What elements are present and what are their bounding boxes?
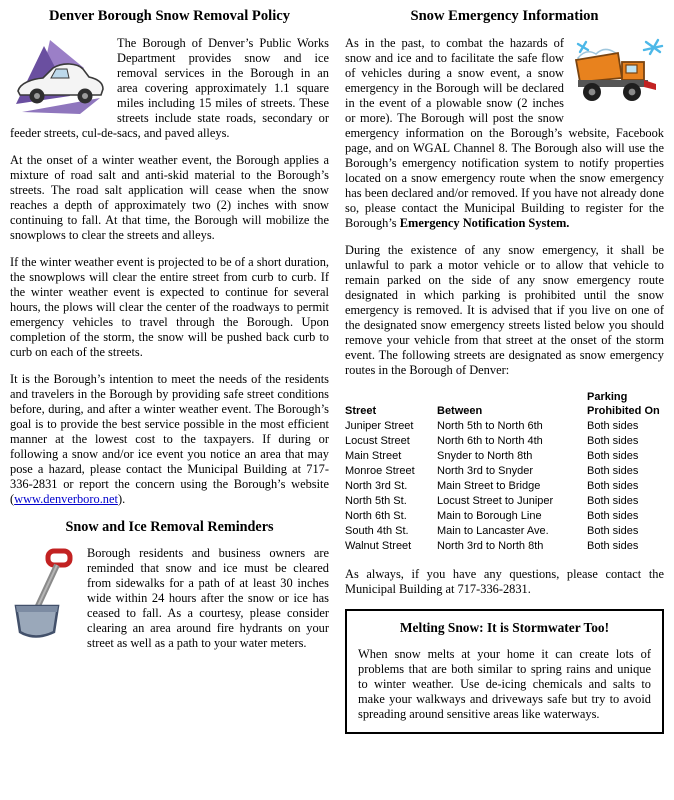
reminders-title: Snow and Ice Removal Reminders	[65, 518, 274, 535]
table-cell: Locust Street to Juniper	[437, 495, 554, 508]
table-cell: Both sides	[587, 540, 639, 553]
paragraph-text: It is the Borough’s intention to meet the needs of the residents and travelers in the Borough by providing safe street conditions before, during, and after a winter weather event. The Borough’s goal is to provide the best service possible in the most efficient manner at the lowest cost to the taxpayers. If during or following a snow and/or ice event you notice an area that may pose a hazard, please contact the Municipal Building at 717-336-2831 or report the concern using the Borough’s website (	[10, 371, 329, 506]
table-cell: North 3rd to Snyder	[437, 465, 533, 478]
emergency-notification-system-bold: Emergency Notification System.	[399, 215, 570, 230]
left-column-title: Denver Borough Snow Removal Policy	[48, 8, 291, 24]
table-cell: Main to Borough Line	[437, 510, 542, 523]
table-cell: Both sides	[587, 480, 639, 493]
header-between: Between	[437, 404, 483, 417]
table-cell: North 3rd to North 8th	[437, 540, 544, 553]
table-row	[345, 419, 664, 434]
table-cell: Walnut Street	[345, 540, 412, 553]
paragraph-text: Borough residents and business owners are reminded that snow and ice must be cleared from sidewalks for a path of at least 30 inches wide within 24 hours after the snow or ice has ceased to fall. As a courtesy, please consider clearing an area around fire hydrants on your street as well as a path to your water meters.	[87, 545, 329, 650]
plowing-procedure-paragraph: If the winter weather event is projected to be of a short duration, the snowplows will clear the entire street from curb to curb. If the winter weather event is expected to continue for several hours, the plows will clear the center of the roadways to permit emergency vehicles to travel through the Borough. Upon completion of the storm, the snow will be pushed back curb to curb on each of the streets.	[10, 254, 329, 359]
table-row	[345, 524, 664, 539]
snow-emergency-routes-table	[345, 390, 664, 555]
policy-intro-paragraph	[10, 36, 329, 141]
table-row	[345, 449, 664, 464]
paragraph-text: ).	[117, 491, 126, 506]
paragraph-text: As in the past, to combat the hazards of snow and ice and to facilitate the safe flow of vehicles during a snow event, a snow emergency in the Borough will be declared in the event of a plowable snow (2 inches or more). The Borough will post the snow emergency information on the Borough’s website, Facebook page, and on WGAL Channel 8. The Borough also will use the Borough’s emergency notification system to notify properties located on a snow emergency route when the snow emergency has been declared and/or removed. If you have not already done so, please contact the Municipal Building to register for the Borough’s	[345, 35, 664, 230]
car-clipart-icon	[10, 38, 108, 120]
table-cell: Juniper Street	[345, 419, 414, 432]
table-row	[345, 434, 664, 449]
questions-contact-paragraph: As always, if you have any questions, please contact the Municipal Building at 717-336-2831.	[345, 566, 664, 596]
table-cell: Both sides	[587, 419, 639, 432]
paragraph-text: The Borough of Denver’s Public Works Department provides snow and ice removal services in the Borough in an area covering approximately 1.1 square miles including 15 miles of streets. These streets include state roads, secondary or feeder streets, cul-de-sacs, and paved alleys.	[10, 35, 329, 140]
table-cell: Main Street	[345, 449, 402, 462]
table-cell: North 6th to North 4th	[437, 434, 543, 447]
table-cell: Both sides	[587, 510, 639, 523]
snow-emergency-paragraph	[345, 36, 664, 231]
callout-box-title: Melting Snow: It is Stormwater Too!	[399, 619, 610, 635]
table-cell: North 6th St.	[345, 510, 407, 523]
table-row	[345, 539, 664, 554]
table-cell: Both sides	[587, 495, 639, 508]
table-cell: Both sides	[587, 465, 639, 478]
denverboro-website-link[interactable]: www.denverboro.net	[14, 491, 118, 506]
table-header-row	[345, 390, 664, 419]
table-cell: Both sides	[587, 434, 639, 447]
right-column	[345, 8, 664, 734]
table-row	[345, 479, 664, 494]
left-column	[10, 8, 329, 734]
policy-contact-paragraph	[10, 372, 329, 507]
callout-box-text: When snow melts at your home it can create lots of problems that are both similar to spring rains and unique to winter weather. Use de-icing chemicals and salts to make your walkways and driveways safe but try to avoid spreading around sensitive areas like waterways.	[358, 646, 651, 721]
table-cell: Snyder to North 8th	[437, 449, 533, 462]
stormwater-callout-box	[345, 609, 664, 734]
parking-prohibition-paragraph: During the existence of any snow emergency, it shall be unlawful to park a motor vehicle or to allow that vehicle to remain parked on the side of any snow emergency route designated in which parking is prohibited until the snow emergency is removed. It is advised that if you live on one of the designated snow emergency streets listed below you should remove your vehicle from that street at the onset of the storm event. The following streets are designated as snow emergency routes in the Borough of Denver:	[345, 242, 664, 377]
header-parking-prohibited: Parking Prohibited On	[587, 390, 660, 417]
snowplow-truck-clipart-icon	[572, 38, 664, 112]
table-row	[345, 494, 664, 509]
table-cell: North 3rd St.	[345, 480, 408, 493]
road-salt-paragraph: At the onset of a winter weather event, the Borough applies a mixture of road salt and anti-skid material to the Borough’s streets. The road salt application will cease when the snow reaches a depth of approximately two (2) inches with snow continuing to fall. At that time, the Borough will mobilize the snowplows to clear the streets and alleys.	[10, 152, 329, 242]
right-column-title: Snow Emergency Information	[410, 8, 599, 24]
table-cell: Monroe Street	[345, 465, 415, 478]
reminders-paragraph	[10, 546, 329, 651]
table-cell: Main to Lancaster Ave.	[437, 525, 549, 538]
table-cell: South 4th St.	[345, 525, 409, 538]
header-street: Street	[345, 404, 377, 417]
table-cell: Both sides	[587, 525, 639, 538]
table-cell: North 5th to North 6th	[437, 419, 543, 432]
table-cell: North 5th St.	[345, 495, 407, 508]
table-row	[345, 509, 664, 524]
table-cell: Both sides	[587, 449, 639, 462]
snow-shovel-clipart-icon	[10, 548, 78, 646]
table-cell: Main Street to Bridge	[437, 480, 541, 493]
table-cell: Locust Street	[345, 434, 410, 447]
table-row	[345, 464, 664, 479]
